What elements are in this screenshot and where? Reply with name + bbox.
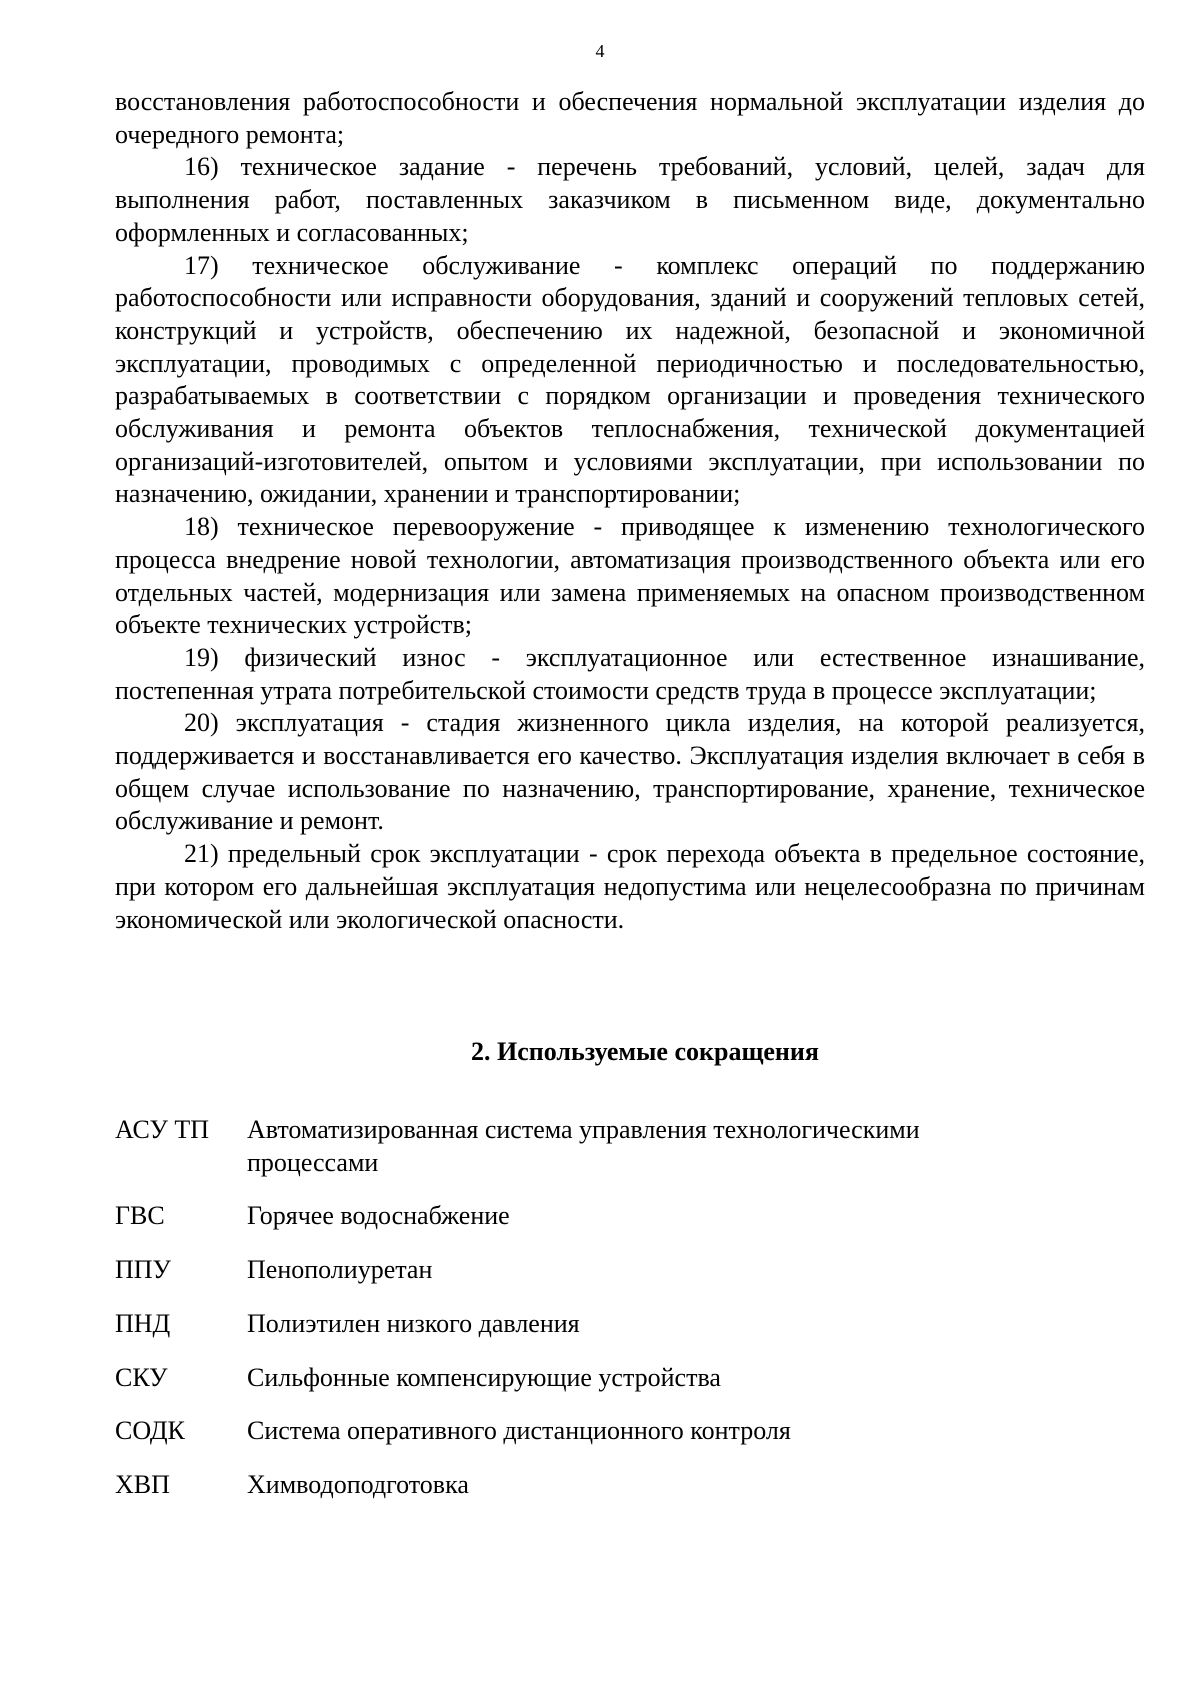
- abbreviation-row: [115, 1469, 1145, 1502]
- abbreviation-code: ППУ: [115, 1255, 171, 1285]
- abbreviation-code: ГВС: [115, 1201, 165, 1231]
- abbreviation-code: ХВП: [115, 1469, 170, 1499]
- abbreviation-row: [115, 1308, 1145, 1341]
- abbreviation-row: [115, 1362, 1145, 1395]
- abbreviation-description: Полиэтилен низкого давления: [247, 1308, 580, 1338]
- abbreviation-code: СКУ: [115, 1362, 168, 1392]
- abbreviation-description: Горячее водоснабжение: [247, 1201, 510, 1231]
- abbreviation-row: [115, 1114, 1145, 1179]
- abbreviation-code: АСУ ТП: [115, 1115, 210, 1144]
- page-number: 4: [595, 41, 605, 61]
- abbreviation-description: Сильфонные компенсирующие устройства: [247, 1362, 721, 1392]
- abbreviation-row: [115, 1415, 1145, 1448]
- abbreviation-code: ПНД: [115, 1308, 171, 1338]
- paragraph-20-operation: 20) эксплуатация - стадия жизненного цикла изделия, на которой реализуется, поддерживается и восстанавливается его качество. Эксплуатация изделия включает в себя в общем случае использование по назначению, транспортирование, хранение, техническое обслуживание и ремонт.: [115, 708, 1145, 836]
- paragraph-18-re-equipment: 18) техническое перевооружение - приводящее к изменению технологического процесса внедрение новой технологии, автоматизация производственного объекта или его отдельных частей, модернизация или замена применяемых на опасном производственном объекте технических устройств;: [115, 512, 1145, 640]
- abbreviation-description: Автоматизированная система управления технологическими процессами: [247, 1115, 920, 1177]
- section-heading-abbreviations: 2. Используемые сокращения: [471, 1037, 819, 1066]
- abbreviation-row: [115, 1254, 1145, 1287]
- body-text: [115, 86, 1145, 936]
- paragraph-21-service-life: 21) предельный срок эксплуатации - срок перехода объекта в предельное состояние, при котором его дальнейшая эксплуатация недопустима или нецелесообразна по причинам экономической или экологической опасности.: [115, 839, 1145, 934]
- paragraph-19-physical-wear: 19) физический износ - эксплуатационное или естественное изнашивание, постепенная утрата потребительской стоимости средств труда в процессе эксплуатации;: [115, 642, 1145, 705]
- paragraph-16-technical-assignment: 16) техническое задание - перечень требований, условий, целей, задач для выполнения работ, поставленных заказчиком в письменном виде, документально оформленных и согласованных;: [115, 152, 1145, 247]
- abbreviation-description: Химводоподготовка: [247, 1469, 469, 1499]
- abbreviation-description: Пенополиуретан: [247, 1255, 433, 1285]
- abbreviation-code: СОДК: [115, 1416, 185, 1446]
- abbreviation-row: [115, 1200, 1145, 1233]
- abbreviations-list: [115, 1114, 1145, 1523]
- abbreviation-description: Система оперативного дистанционного контроля: [247, 1416, 791, 1446]
- paragraph-continuation: восстановления работоспособности и обеспечения нормальной эксплуатации изделия до очередного ремонта;: [115, 87, 1145, 149]
- paragraph-17-maintenance: 17) техническое обслуживание - комплекс операций по поддержанию работоспособности или исправности оборудования, зданий и сооружений тепловых сетей, конструкций и устройств, обеспечению их надежной, безопасной и экономичной эксплуатации, проводимых с определенной периодичностью и последовательностью, разрабатываемых в соответствии с порядком организации и проведения технического обслуживания и ремонта объектов теплоснабжения, технической документацией организаций-изготовителей, опытом и условиями эксплуатации, при использовании по назначению, ожидании, хранении и транспортировании;: [115, 250, 1145, 509]
